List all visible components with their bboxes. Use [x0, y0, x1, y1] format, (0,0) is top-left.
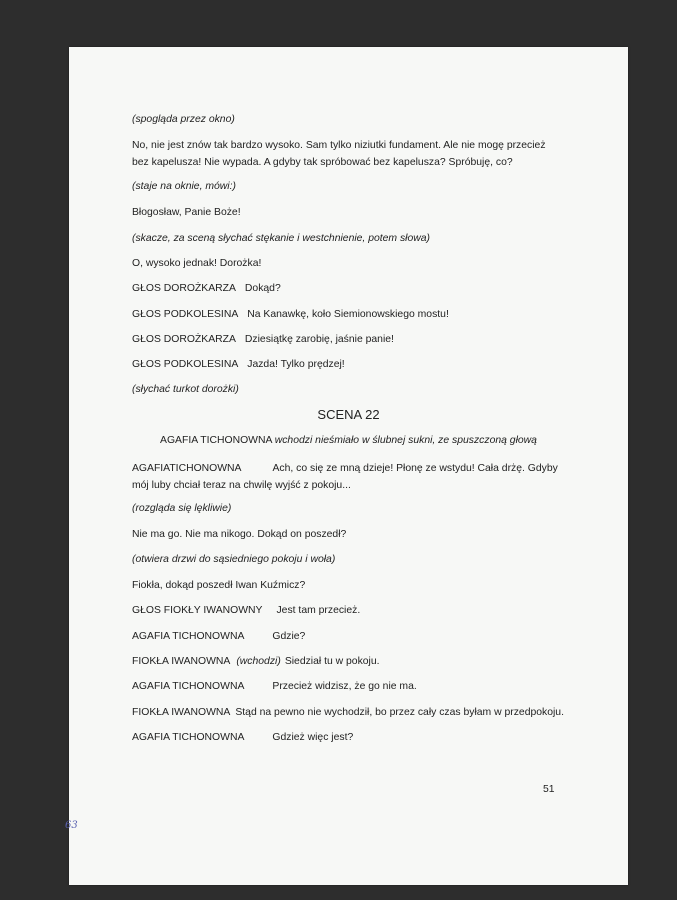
- dialogue-row: [132, 602, 360, 619]
- speech-text: Na Kanawkę, koło Siemionowskiego mostu!: [247, 309, 449, 320]
- dialogue-line: Błogosław, Panie Boże!: [132, 207, 241, 218]
- speech-text: Jest tam przecież.: [276, 605, 361, 616]
- speech-text: Siedział tu w pokoju.: [284, 656, 380, 667]
- dialogue-line: No, nie jest znów tak bardzo wysoko. Sam tylko niziutki fundament. Ale nie mogę przecież: [132, 140, 546, 151]
- dialogue-row: [132, 678, 417, 695]
- dialogue-row: [132, 653, 380, 670]
- stage-direction: (spogląda przez okno): [132, 114, 235, 125]
- dialogue-row: [132, 704, 564, 721]
- scene-heading: SCENA 22: [317, 407, 380, 422]
- speech-text: Dokąd?: [244, 283, 281, 294]
- stage-direction: (skacze, za sceną słychać stękanie i westchnienie, potem słowa): [132, 233, 431, 244]
- speech-text: Ach, co się ze mną dzieje! Płonę ze wstydu! Cała drżę. Gdyby: [272, 463, 558, 474]
- stage-direction: (otwiera drzwi do sąsiedniego pokoju i woła): [132, 554, 336, 565]
- speech-text: Jazda! Tylko prędzej!: [247, 359, 345, 370]
- dialogue-row: [132, 306, 449, 323]
- dialogue-line: mój luby chciał teraz na chwilę wyjść z pokoju...: [132, 480, 351, 491]
- speech-text: Gdzież więc jest?: [272, 732, 354, 743]
- speech-text: Dziesiątkę zarobię, jaśnie panie!: [244, 334, 394, 345]
- dialogue-line: O, wysoko jednak! Dorożka!: [132, 258, 262, 269]
- dialogue-row: [132, 460, 558, 477]
- speaker-name: AGAFIA TICHONOWNA: [132, 681, 245, 692]
- speech-text: Stąd na pewno nie wychodził, bo przez cały czas byłam w przedpokoju.: [235, 707, 564, 718]
- page-number: 51: [543, 784, 555, 795]
- speaker-name: GŁOS DOROŻKARZA: [132, 283, 236, 294]
- dialogue-row: [132, 356, 345, 373]
- dialogue-row: [132, 628, 305, 645]
- stage-direction: (staje na oknie, mówi:): [132, 181, 236, 192]
- speaker-name: AGAFIATICHONOWNA: [132, 463, 242, 474]
- stage-direction: (słychać turkot dorożki): [132, 384, 239, 395]
- speaker-name: GŁOS PODKOLESINA: [132, 359, 239, 370]
- dialogue-row: [132, 331, 394, 348]
- stage-direction: wchodzi nieśmiało w ślubnej sukni, ze spuszczoną głową: [274, 435, 537, 446]
- speaker-name: GŁOS PODKOLESINA: [132, 309, 239, 320]
- stage-direction: (wchodzi): [236, 656, 281, 667]
- speaker-name: GŁOS DOROŻKARZA: [132, 334, 236, 345]
- speaker-name: AGAFIA TICHONOWNA: [132, 631, 245, 642]
- speech-text: Gdzie?: [272, 631, 306, 642]
- character-name: AGAFIA TICHONOWNA: [160, 435, 272, 446]
- dialogue-line: Nie ma go. Nie ma nikogo. Dokąd on poszedł?: [132, 529, 347, 540]
- dialogue-row: [132, 729, 353, 746]
- speaker-name: FIOKŁA IWANOWNA: [132, 707, 231, 718]
- handwritten-margin-note: 63: [65, 820, 78, 831]
- dialogue-row: [132, 280, 281, 297]
- scene-entry: [69, 435, 628, 446]
- speaker-name: AGAFIA TICHONOWNA: [132, 732, 245, 743]
- stage-direction: (rozgląda się lękliwie): [132, 503, 232, 514]
- speaker-name: FIOKŁA IWANOWNA: [132, 656, 231, 667]
- dialogue-line: Fiokła, dokąd poszedł Iwan Kuźmicz?: [132, 580, 306, 591]
- speaker-name: GŁOS FIOKŁY IWANOWNY: [132, 605, 263, 616]
- dialogue-line: bez kapelusza! Nie wypada. A gdyby tak spróbować bez kapelusza? Spróbuję, co?: [132, 157, 513, 168]
- speech-text: Przecież widzisz, że go nie ma.: [272, 681, 417, 692]
